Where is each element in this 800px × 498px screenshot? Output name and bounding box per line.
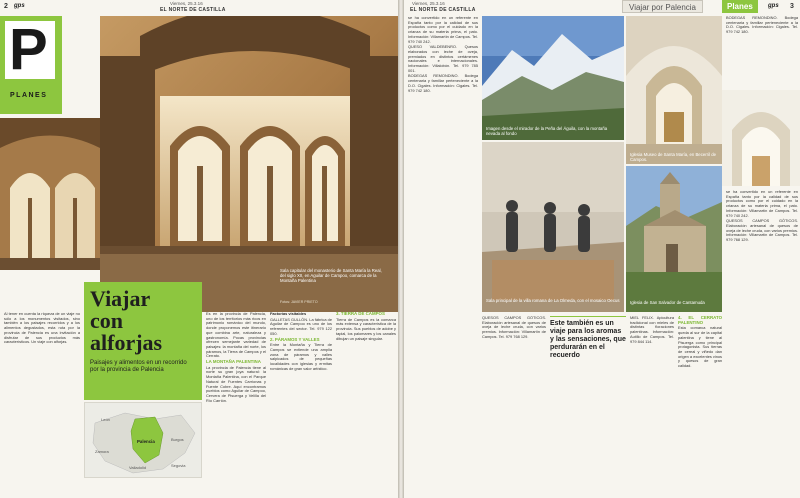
map-label-segovia: Segovia: [171, 463, 186, 468]
issue-date-right: Viernes, 25.3.16: [412, 1, 445, 6]
right-column-3: [630, 316, 674, 492]
newspaper-name: EL NORTE DE CASTILLA: [160, 7, 226, 13]
right-column-2: [482, 316, 546, 492]
body-column-2: [206, 312, 266, 492]
left-page: [0, 0, 398, 498]
right-col1-text-a: se ha convertido en un referente en España tanto por la calidad de sus productos como por el cuidado en la crianza de su materia prima, el pato. Información: Villamartín de Campos. Tel. 979 740 242.: [408, 16, 478, 44]
map-label-leon: León: [101, 417, 110, 422]
body-column-3: [270, 312, 332, 492]
church-interior-photo: [626, 16, 722, 164]
headline-line-1: Viajar: [90, 286, 151, 311]
headline-line-2: con: [90, 308, 123, 333]
right-col2-text: QUESOS CAMPOS GÓTICOS. Elaboración artesanal de quesos de oveja de leche cruda, con varios premios. Información: Villamartín de Campos. Tel. 979 768 129.: [482, 316, 546, 339]
section4-title: 4. EL CERRATO PALENTINO: [678, 316, 722, 325]
headline-line-3: alforjas: [90, 330, 163, 355]
mountain-photo: [482, 16, 624, 140]
section1-text: La provincia de Palencia tiene al norte su gran joya natural: la Montaña Palentina, con el Parque Natural de Fuentes Carrionas y Fuente Cobre. Aquí encontramos pueblos como Aguilar de Campoo, Cervera de Pisuerga y Velilla del Río Carrión.: [206, 364, 266, 403]
right-col1-text-c: BODEGAS REMONDINO. Bodega centenaria y familiar perteneciente a la D.O. Cigales. Información: Cigales. Tel. 979 742 180.: [408, 73, 478, 93]
san-salvador-caption: Iglesia de San Salvador de Cantamuda: [630, 300, 705, 305]
publication-name: gps: [14, 3, 25, 9]
map-label-zamora: Zamora: [95, 449, 109, 454]
right-page-header: [404, 0, 800, 14]
mountain-caption: Imagen desde el mirador de la Peña del Águila, con la montaña nevada al fondo: [486, 126, 608, 136]
left-page-header: [0, 0, 398, 14]
right-column-top: [726, 16, 798, 88]
section1-title: LA MONTAÑA PALENTINA: [206, 359, 261, 365]
cloister-photo-left: [0, 118, 100, 270]
issue-date: Viernes, 25.3.16: [170, 1, 203, 6]
headline-block: [84, 282, 202, 400]
right-column-4: [678, 316, 722, 492]
right-col1-text-b: QUESO VALDEBENRO. Quesos elaborados con leche de oveja, premiados en distintos certámenes nacionales e internacionales. Información: Villalobón. Tel. 979 785 001.: [408, 44, 478, 73]
cloister-photo: [100, 16, 398, 312]
subheadline: Paisajes y alimentos en un recorrido por la provincia de Palencia: [90, 360, 187, 373]
right-col5-text-b: QUESOS CAMPOS GÓTICOS. Elaboración artesanal de quesos de oveja de leche cruda, con varios premios. Información: Villamartín de Campos. Tel. 979 768 129.: [726, 218, 798, 243]
lead-column: [4, 312, 80, 492]
right-col3-text: MIEL FELIX. Apicultura tradicional con mieles de distintas floraciones palentinas. Información: Autillo de Campos. Tel. 979 844 114.: [630, 316, 674, 344]
pull-quote-text: Este también es un viaje para los aromas y las sensaciones, que perdurarán en el recuerdo: [550, 320, 626, 359]
factorias-title: Factorías visitables: [270, 312, 307, 316]
interior-arch-photo: [722, 90, 800, 186]
section2-text: Entre la Montaña y Tierra de Campos se extiende una amplia zona de páramos y valles salpicados de pequeñas localidades con iglesias y ermitas románicas de gran valor artístico.: [270, 342, 332, 371]
right-column-5: [726, 190, 798, 492]
section4-text: Esta comarca natural queda al sur de la capital palentina y tiene al Pisuerga como principal protagonista. Sus tierras de cereal y viñedo dan origen a excelentes vinos y quesos de gran calidad.: [678, 325, 722, 369]
right-coltop-text: BODEGAS REMONDINO. Bodega centenaria y familiar perteneciente a la D.O. Cigales. Información: Cigales. Tel. 979 742 180.: [726, 16, 798, 35]
section-badge: [0, 16, 62, 114]
right-col5-text-a: se ha convertido en un referente en España tanto por la calidad de sus productos como por el cuidado en la crianza de su materia prima, el pato. Información: Villamartín de Campos. Tel. 979 740 242.: [726, 190, 798, 218]
newspaper-name-right: EL NORTE DE CASTILLA: [410, 7, 476, 13]
topic-tag: Viajar por Palencia: [622, 0, 703, 13]
map-label-burgos: Burgos: [171, 437, 184, 442]
right-page: [404, 0, 800, 498]
section-name: PLANES: [10, 92, 48, 99]
sala-caption: Sala principal de la villa romana de La Olmeda, con el mosaico Oecus: [486, 298, 620, 303]
section3-title: 3. TIERRA DE CAMPOS: [336, 312, 385, 316]
body-column-4: [336, 312, 396, 492]
factorias-text: GALLETAS GULLÓN. La fábrica de Aguilar de Campoo es uno de los referentes del sector. Tel. 979 122 050.: [270, 316, 332, 336]
body-col2-text: Es en la provincia de Palencia, uno de los territorios más ricos en patrimonio románico del mundo, donde proponemos este itinerario que combina arte, naturaleza y gastronomía. Pocas provincias ofrecen semejante variedad de paisajes: la montaña del norte, los páramos, la Tierra de Campos y el Cerrato.: [206, 312, 266, 359]
publication-name-right: gps: [768, 3, 779, 9]
section2-title: 2. PÁRAMOS Y VALLES: [270, 336, 320, 342]
section-letter: P: [9, 17, 48, 82]
lead-text: Al tener en cuenta la riqueza de un viaje no sólo a los monumentos visitados, sino también a los paisajes recorridos y a los alimentos degustados, esta ruta por la provincia de Palencia es una invitación a disfrutar de sus productos más característicos. Un viaje con alforjas.: [4, 312, 80, 345]
sala-photo: [482, 142, 624, 312]
pull-quote: [550, 316, 626, 360]
map-label-valladolid: Valladolid: [129, 465, 147, 470]
san-salvador-photo: [626, 166, 722, 312]
section-tag: Planes: [722, 0, 758, 13]
map-label-palencia: Palencia: [137, 439, 155, 444]
cloister-caption: Sala capitular del monasterio de Santa María la Real, del siglo XII, en Aguilar de Campoo, comarca de la Montaña Palentina: [280, 268, 382, 283]
province-map: [84, 402, 202, 478]
page-number-right: 3: [790, 3, 794, 10]
photo-credit: Fotos: JAVIER PRIETO: [280, 300, 318, 304]
section3-text: Tierra de Campos es la comarca más extensa y característica de la provincia. Sus pueblos de adobe y tapial, los palomares y los canales dibujan un paisaje singular.: [336, 316, 396, 341]
church-caption: Iglesia Museo de Santa María, en Becerril de Campos.: [630, 152, 716, 162]
page-number: 2: [4, 3, 8, 10]
right-column-1: [408, 16, 478, 492]
